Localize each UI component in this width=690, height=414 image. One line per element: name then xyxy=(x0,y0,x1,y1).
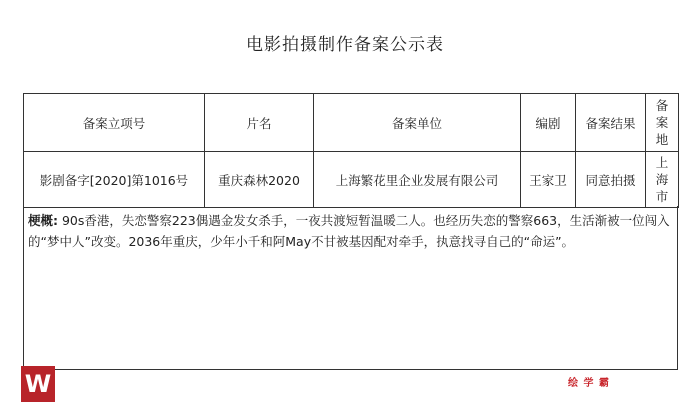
header-filing-no: 备案立项号 xyxy=(24,94,205,152)
synopsis-text: 90s香港，失恋警察223偶遇金发女杀手，一夜共渡短暂温暖二人。也经历失恋的警察663，生活渐被一位闯入的“梦中人”改变。2036年重庆，少年小千和阿May不甘被基因配对牵手，执意找寻自己的“命运”。 xyxy=(28,213,670,249)
cell-location xyxy=(646,152,679,208)
cell-location-char: 海 xyxy=(655,172,669,187)
cell-film-title: 重庆森林2020 xyxy=(205,152,314,208)
header-location-char: 备 xyxy=(655,98,669,113)
header-film-title: 片名 xyxy=(205,94,314,152)
cell-location-char: 市 xyxy=(655,189,669,204)
filing-table xyxy=(23,93,679,208)
table-header-row xyxy=(24,94,679,152)
cell-writer: 王家卫 xyxy=(521,152,576,208)
header-location-char: 案 xyxy=(655,115,669,130)
watermark-text: 绘 学 霸 xyxy=(568,378,610,389)
cell-result: 同意拍摄 xyxy=(576,152,646,208)
header-company: 备案单位 xyxy=(314,94,521,152)
watermark-logo-icon: W xyxy=(21,366,55,402)
header-location xyxy=(646,94,679,152)
header-writer: 编剧 xyxy=(521,94,576,152)
header-result: 备案结果 xyxy=(576,94,646,152)
header-location-char: 地 xyxy=(655,132,669,147)
page-title: 电影拍摄制作备案公示表 xyxy=(246,35,444,55)
cell-location-char: 上 xyxy=(655,155,669,170)
synopsis-label: 梗概: xyxy=(28,213,58,228)
synopsis-box xyxy=(23,206,678,370)
cell-filing-no: 影剧备字[2020]第1016号 xyxy=(24,152,205,208)
table-row xyxy=(24,152,679,208)
cell-company: 上海繁花里企业发展有限公司 xyxy=(314,152,521,208)
